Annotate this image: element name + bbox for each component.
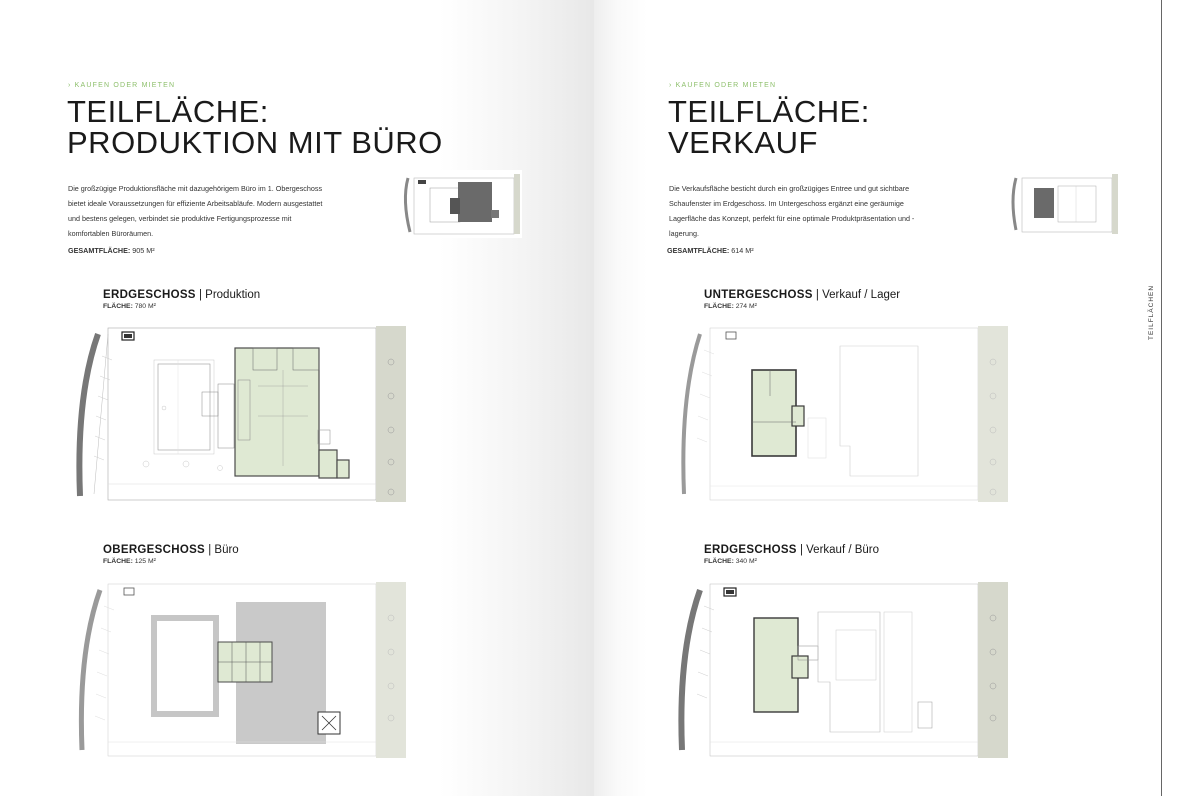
title-line-2: PRODUKTION MIT BÜRO <box>67 125 443 160</box>
floorplan-obergeschoss-buero <box>68 582 408 758</box>
floor-name: UNTERGESCHOSS <box>704 289 813 301</box>
side-tab-label[interactable]: TEILFLÄCHEN <box>1148 284 1155 340</box>
floor-use: | Büro <box>208 544 239 556</box>
floor-header-erdgeschoss-verkauf <box>704 544 879 565</box>
floor-area-value: 340 M² <box>735 558 757 565</box>
total-area-label: GESAMTFLÄCHE: <box>667 246 730 255</box>
floor-area-value: 780 M² <box>134 303 156 310</box>
page-title <box>668 96 870 158</box>
floor-area-label: FLÄCHE: <box>704 303 734 310</box>
title-line-1: TEILFLÄCHE: <box>67 94 269 129</box>
total-area-value: 614 M² <box>731 246 754 255</box>
title-line-1: TEILFLÄCHE: <box>668 94 870 129</box>
floor-name: OBERGESCHOSS <box>103 544 206 556</box>
site-thumbnail <box>1006 172 1120 236</box>
total-area <box>667 246 754 255</box>
floor-header-obergeschoss <box>103 544 239 565</box>
kicker: › KAUFEN ODER MIETEN <box>669 82 777 89</box>
floor-header-erdgeschoss <box>103 289 260 310</box>
page-title <box>67 96 443 158</box>
right-page <box>594 0 1188 796</box>
floor-area-label: FLÄCHE: <box>103 303 133 310</box>
site-thumbnail <box>396 170 522 238</box>
floor-use: | Verkauf / Büro <box>799 544 880 556</box>
title-line-2: VERKAUF <box>668 125 818 160</box>
floor-area-value: 125 M² <box>134 558 156 565</box>
kicker: › KAUFEN ODER MIETEN <box>68 82 176 89</box>
side-tab-line <box>1161 0 1162 796</box>
floor-name: ERDGESCHOSS <box>103 289 196 301</box>
floor-use: | Produktion <box>198 289 261 301</box>
floor-area-value: 274 M² <box>735 303 757 310</box>
floorplan-untergeschoss-verkauf-lager <box>670 326 1010 502</box>
floorplan-erdgeschoss-verkauf-buero <box>670 582 1010 758</box>
floor-header-untergeschoss <box>704 289 900 310</box>
description: Die Verkaufsfläche besticht durch ein großzügiges Entree und gut sichtbare Schaufenster im Erdgeschoss. Im Untergeschoss ergänzt eine geräumige Lagerfläche das Konzept, perfekt für eine optimale Produktpräsentation und -lagerung. <box>669 184 915 238</box>
total-area <box>68 246 155 255</box>
total-area-value: 905 M² <box>132 246 155 255</box>
floorplan-erdgeschoss-produktion <box>68 326 408 502</box>
description: Die großzügige Produktionsfläche mit dazugehörigem Büro im 1. Obergeschoss bietet ideale Voraussetzungen für effiziente Arbeitsabläufe. Modern ausgestattet und bestens gelegen, verbindet sie produktive Fertigungsprozesse mit komfortablen Büroräumen. <box>68 184 323 238</box>
floor-area-label: FLÄCHE: <box>704 558 734 565</box>
floor-name: ERDGESCHOSS <box>704 544 797 556</box>
floor-use: | Verkauf / Lager <box>815 289 901 301</box>
total-area-label: GESAMTFLÄCHE: <box>68 246 131 255</box>
floor-area-label: FLÄCHE: <box>103 558 133 565</box>
